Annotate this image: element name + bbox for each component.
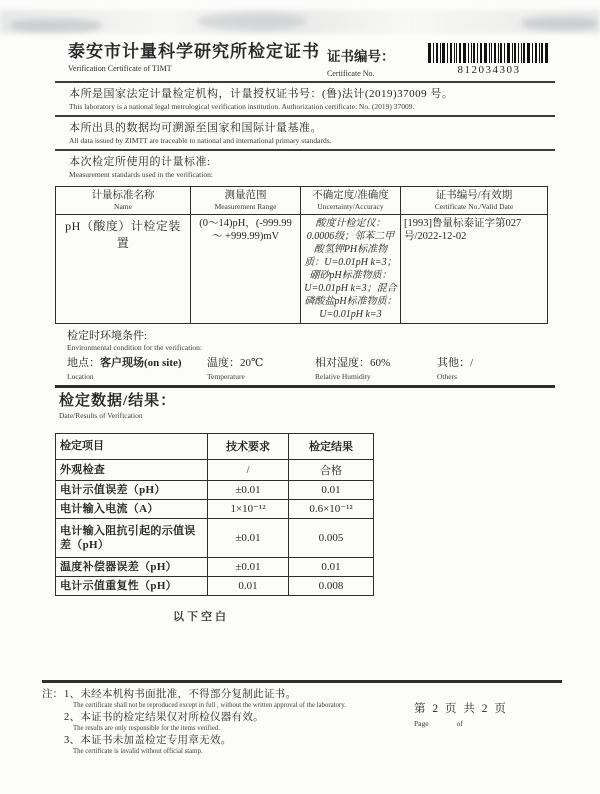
environment-title (55, 330, 555, 352)
header-name-cn: 计量标准名称 (91, 190, 155, 201)
results-row-input-impedance (56, 518, 374, 557)
page-number-en (414, 719, 508, 728)
result-value: 0.008 (289, 576, 374, 595)
scan-artifact (522, 17, 598, 30)
statement-authorization-en: This laboratory is a national legal metrological verification institution. Authorization certificate: No. (2019) 37009. (69, 102, 415, 111)
standards-table (55, 186, 548, 324)
certificate-content (55, 42, 555, 624)
temperature-label: 温度： (207, 357, 240, 369)
note-1-en: The certificate shall not be reproduced except in full , without the written approval of the laboratory. (73, 701, 346, 709)
header-certificate-cn: 证书编号/有效期 (435, 190, 513, 201)
page-number: 第 2 页 共 2 页 (414, 702, 508, 715)
results-title-en: Date/Results of Verification (59, 410, 143, 420)
notes-list (64, 688, 346, 757)
result-requirement: 0.01 (208, 576, 289, 595)
note-1-cn: 1、未经本机构书面批准，不得部分复制此证书。 (64, 688, 297, 700)
certificate-number-value: 812034303 (457, 64, 521, 76)
footer-body (42, 688, 562, 757)
standards-section-title-en: Measurement standards used in the verification: (69, 170, 213, 179)
humidity-label: 相对湿度： (315, 357, 370, 369)
environment-fields (55, 357, 555, 381)
results-row-repeatability (56, 576, 374, 595)
note-item-3 (64, 734, 346, 756)
standard-name-cell: pH（酸度）计检定装置 (56, 215, 191, 324)
result-requirement: / (208, 459, 289, 480)
header-range-cn: 测量范围 (224, 190, 267, 201)
results-header-item: 检定项目 (56, 433, 208, 459)
result-item: 电计输入阻抗引起的示值误差（pH） (56, 518, 208, 557)
temperature-value: 20℃ (240, 357, 264, 369)
location-label: 地点： (67, 357, 100, 369)
result-item: 外观检查 (56, 459, 208, 480)
page-of-label: of (456, 718, 463, 728)
results-header-result: 检定结果 (289, 433, 374, 459)
temperature-label-en: Temperature (207, 372, 245, 381)
standards-table-row (56, 215, 548, 324)
note-2-cn: 2、本证书的检定结果仅对所检仪器有效。 (64, 711, 264, 723)
note-item-2 (64, 711, 346, 733)
certificate-number-block (423, 42, 555, 76)
others-value: / (470, 357, 474, 369)
note-3-en: The certificate is invalid without official stamp. (73, 747, 203, 755)
header-certificate-en: Certificate No./Valid Date (434, 202, 514, 211)
results-row-appearance (56, 459, 374, 480)
location-label-en: Location (67, 372, 94, 381)
header-name-en: Name (114, 202, 132, 211)
notes-label: 注： (42, 688, 63, 700)
environment-title-en: Environmental condition for the verification: (67, 343, 202, 352)
result-item: 温度补偿器误差（pH） (56, 557, 208, 576)
statement-traceability-cn: 本所出具的数据均可溯源至国家和国际计量基准。 (69, 122, 322, 134)
results-header-requirement: 技术要求 (208, 433, 289, 459)
divider-heavy (55, 385, 555, 388)
header-uncertainty-en: Uncertainty/Accuracy (317, 202, 384, 211)
statement-authorization-cn: 本所是国家法定计量检定机构，计量授权证书号：(鲁)法计(2019)37009 号。 (69, 88, 454, 100)
standards-section-title (55, 151, 555, 183)
standards-header-uncertainty (301, 187, 401, 215)
certificate-number-label: 证书编号： (327, 49, 395, 64)
results-header-row (56, 433, 374, 459)
page-indicator (414, 700, 508, 757)
result-requirement: 1×10⁻¹² (208, 499, 289, 518)
others-label-en: Others (437, 372, 457, 381)
result-requirement: ±0.01 (208, 557, 289, 576)
result-requirement: ±0.01 (208, 480, 289, 499)
scan-artifact (10, 19, 102, 32)
standard-range-cell: (0～14)pH，(-999.99 ～ +999.99)mV (191, 215, 301, 324)
scan-artifact (198, 14, 306, 29)
standards-header-name (56, 187, 191, 215)
institute-title: 泰安市计量科学研究所检定证书 (68, 42, 320, 61)
title-block (55, 42, 327, 73)
header-uncertainty-cn: 不确定度/准确度 (312, 190, 389, 201)
statement-authorization (55, 83, 555, 115)
humidity-value: 60% (370, 357, 391, 369)
note-2-en: The results are only responsible for the items verified. (73, 724, 221, 732)
location-value: 客户现场(on site) (100, 357, 182, 369)
environment-others (437, 357, 527, 381)
standards-header-range (191, 187, 301, 215)
barcode-icon (428, 43, 550, 63)
environment-location (67, 357, 207, 381)
result-item: 电计示值误差（pH） (56, 480, 208, 499)
results-row-temp-compensator (56, 557, 374, 576)
certificate-header (55, 42, 555, 78)
result-value: 0.005 (289, 518, 374, 557)
note-item-1 (64, 688, 346, 710)
results-row-indication-error (56, 480, 374, 499)
environment-section (55, 330, 555, 381)
standards-section-title-cn: 本次检定所使用的计量标准: (69, 156, 211, 168)
result-requirement: ±0.01 (208, 518, 289, 557)
certificate-footer (42, 680, 562, 757)
results-title-cn: 检定数据/结果： (59, 392, 177, 409)
result-value: 0.01 (289, 480, 374, 499)
statement-traceability (55, 117, 555, 149)
standard-uncertainty-cell: 酸度计检定仪：0.0006级；邻苯二甲酸氢钾PH标准物质：U=0.01pH k=3；硼砂pH标准物质：U=0.01pH k=3；混合磷酸盐pH标准物质：U=0.01pH k=3 (301, 215, 401, 324)
results-section-title (55, 393, 555, 420)
humidity-label-en: Relative Humidity (315, 372, 371, 381)
environment-humidity (315, 357, 437, 381)
statement-traceability-en: All data issued by ZIMTT are traceable to national and international primary standards. (69, 136, 332, 145)
footer-divider (42, 680, 562, 683)
header-range-en: Measurement Range (214, 202, 277, 211)
result-item: 电计示值重复性（pH） (56, 576, 208, 595)
institute-title-en: Verification Certificate of TIMT (68, 64, 172, 73)
environment-temperature (207, 357, 315, 381)
environment-title-cn: 检定时环境条件: (67, 330, 148, 342)
standards-table-header-row (56, 187, 548, 215)
certificate-number-label-en: Certificate No. (327, 69, 375, 78)
results-row-input-current (56, 499, 374, 518)
note-3-cn: 3、本证书未加盖检定专用章无效。 (64, 734, 232, 746)
results-table (55, 433, 374, 596)
result-value: 0.01 (289, 557, 374, 576)
footer-notes (42, 688, 402, 757)
result-item: 电计输入电流（A） (56, 499, 208, 518)
blank-below-note: 以下空白 (173, 610, 229, 623)
standard-certificate-cell: [1993]鲁量标泰证字第027号/2022-12-02 (401, 215, 548, 324)
result-value: 合格 (289, 459, 374, 480)
page-label: Page (414, 718, 429, 728)
standards-header-certificate (401, 187, 548, 215)
others-label: 其他： (437, 357, 470, 369)
certificate-number-label-block (327, 42, 423, 78)
result-value: 0.6×10⁻¹² (289, 499, 374, 518)
